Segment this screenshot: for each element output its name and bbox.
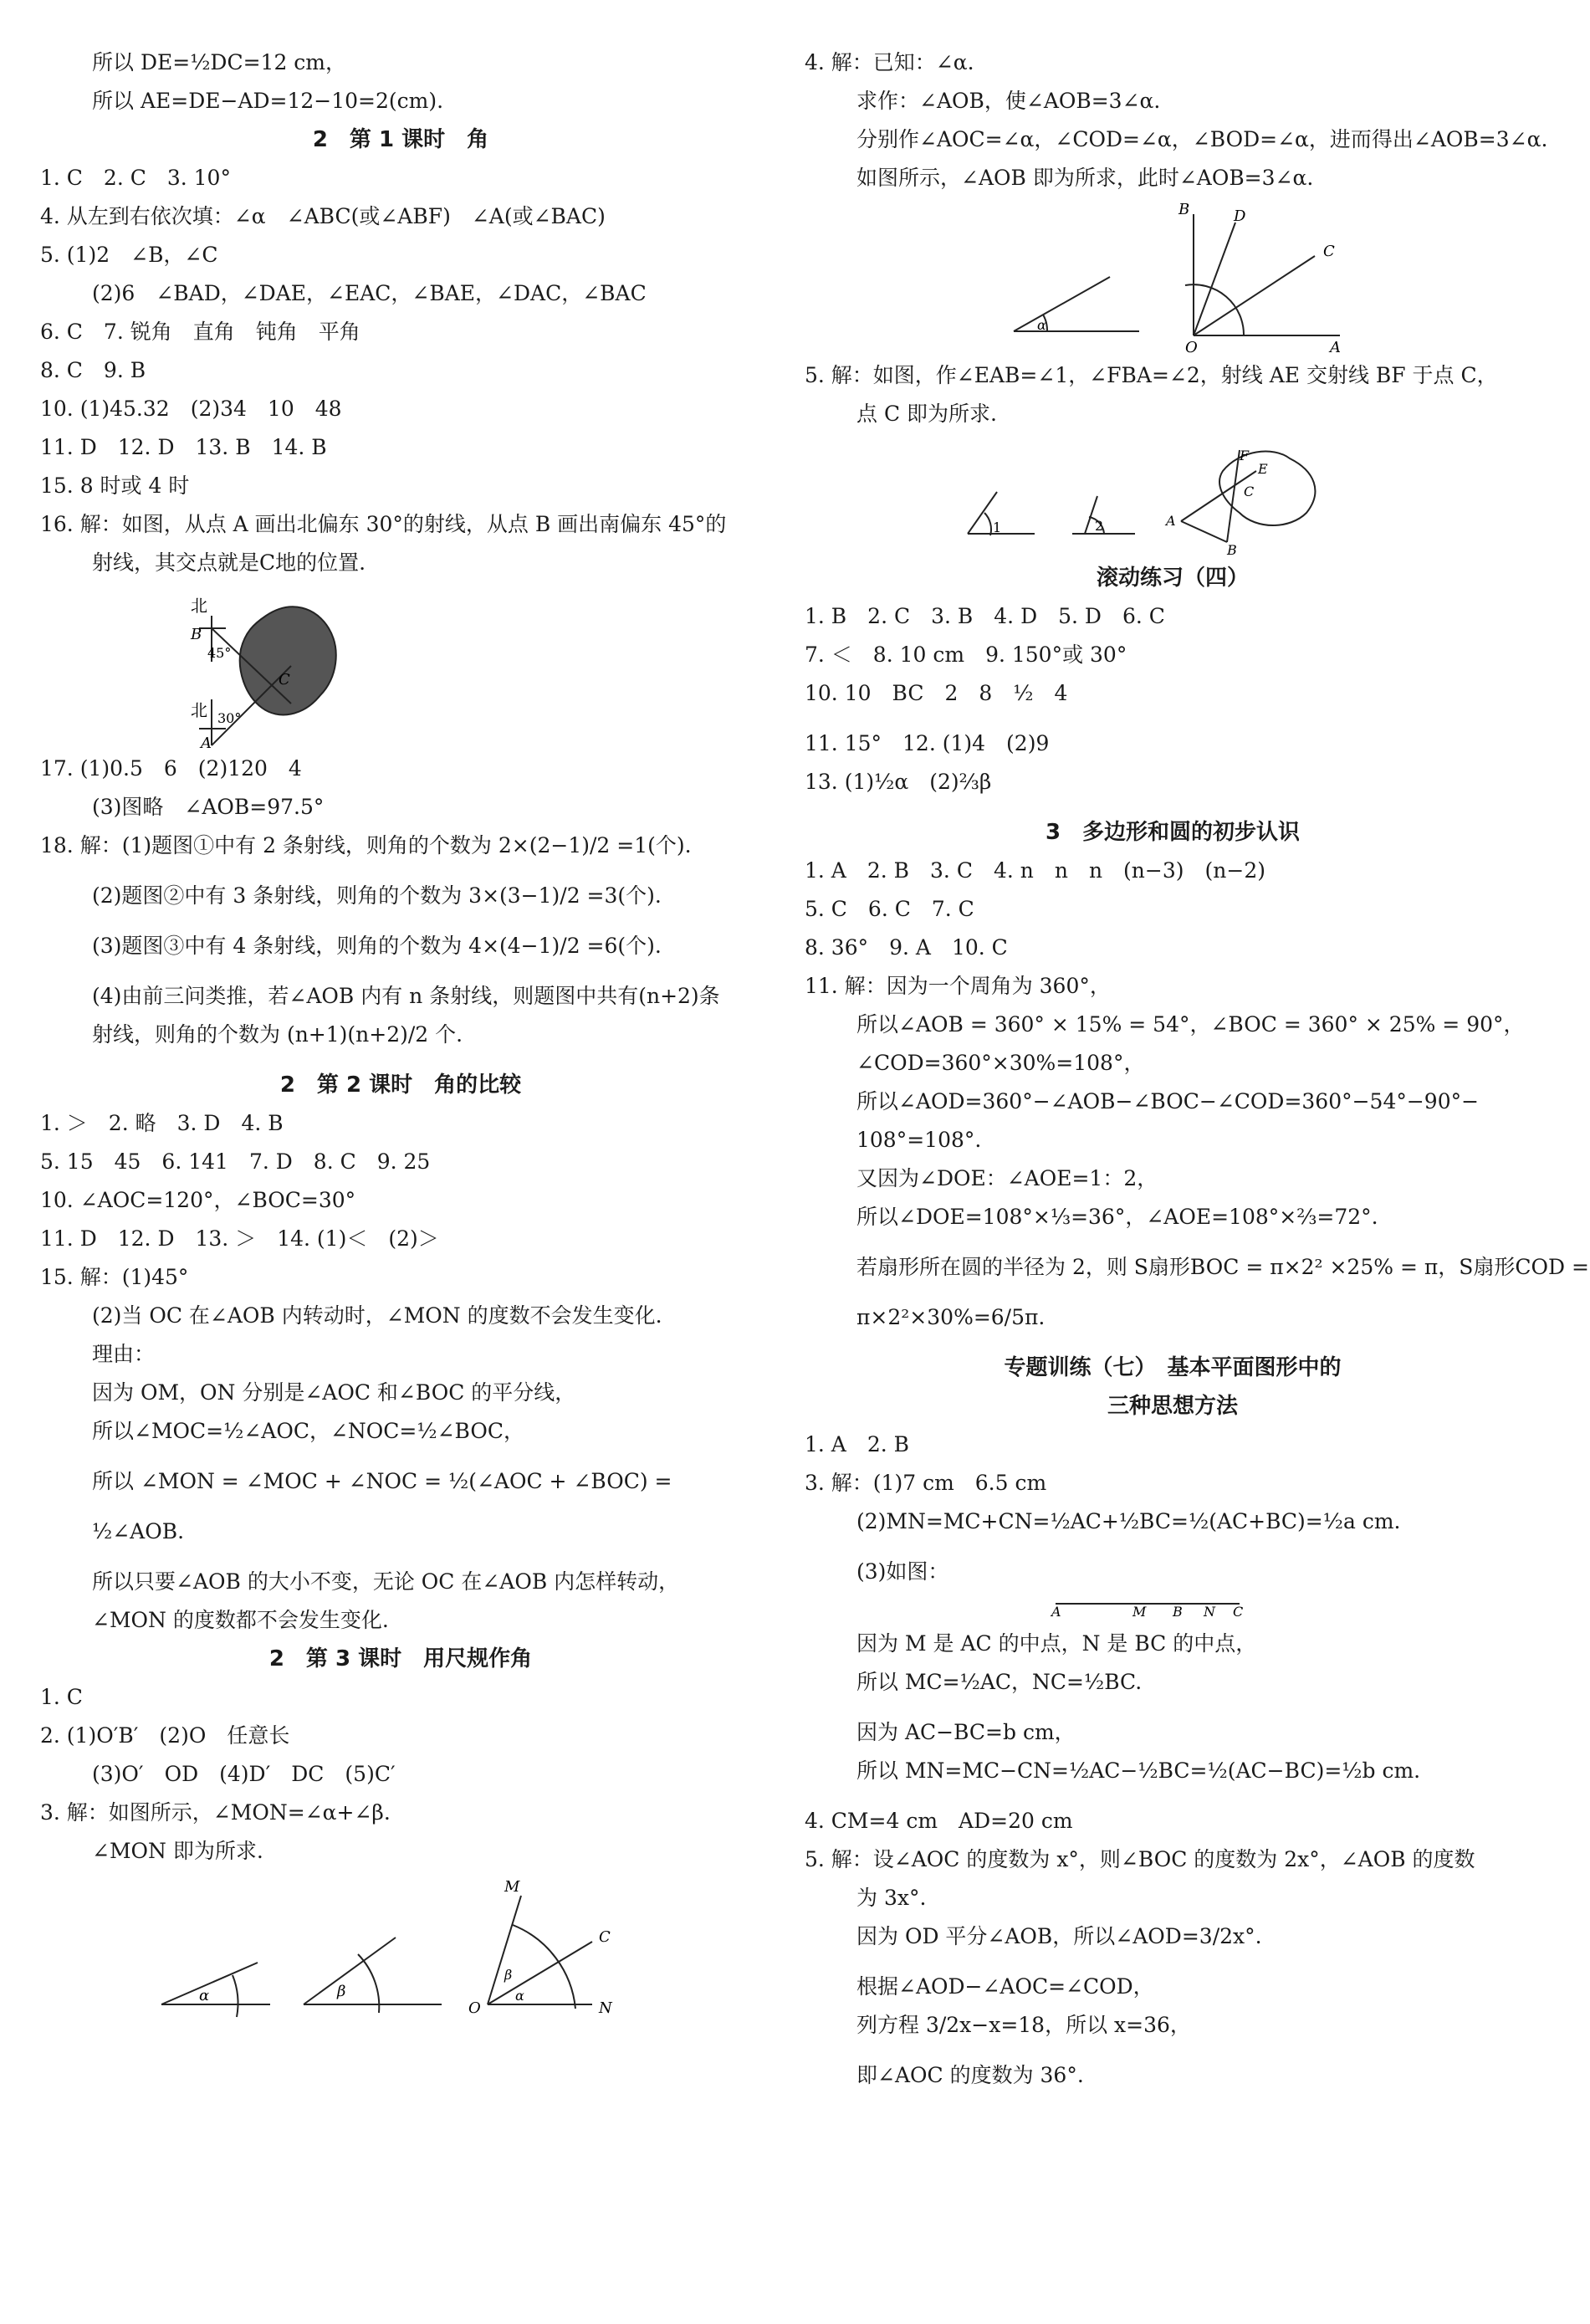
answer-line: 11. 15° 12. (1)4 (2)9: [805, 731, 1050, 755]
answer-line: 1. C: [40, 1685, 83, 1709]
figure-label: M: [1132, 1604, 1147, 1620]
figure-label: 2: [1095, 518, 1104, 534]
answer-line: 理由：: [92, 1342, 156, 1366]
figure-label: α: [1037, 317, 1046, 333]
answer-line: 所以只要∠AOB 的大小不变，无论 OC 在∠AOB 内怎样转动，: [92, 1569, 680, 1594]
answer-line: (2)题图②中有 3 条射线，则角的个数为 3×(3−1)/2 =3(个).: [92, 883, 662, 908]
section-heading: 3 多边形和圆的初步认识: [1045, 820, 1301, 845]
answer-line: π×2²×30%=6/5π.: [856, 1305, 1046, 1329]
figure-label: B: [1178, 201, 1190, 218]
answer-line: 所以 MN=MC−CN=½AC−½BC=½(AC−BC)=½b cm.: [856, 1758, 1421, 1783]
answer-line: 10. ∠AOC=120°，∠BOC=30°: [40, 1188, 356, 1212]
triple-angle-figure: [805, 197, 1541, 356]
figure-label: 北: [191, 596, 207, 616]
answer-line: 1. C 2. C 3. 10°: [40, 166, 231, 190]
answer-line: 7. ＜ 8. 10 cm 9. 150°或 30°: [805, 642, 1127, 667]
figure-label: 45°: [207, 645, 232, 661]
section-heading: 滚动练习（四）: [1096, 566, 1249, 591]
answer-line: 若扇形所在圆的半径为 2，则 S扇形BOC = π×2² ×25% = π，S扇形COD =: [856, 1255, 1589, 1279]
answer-line: 所以∠MOC=½∠AOC，∠NOC=½∠BOC，: [92, 1419, 525, 1443]
section-heading: 2 第 1 课时 角: [312, 127, 489, 152]
answer-line: 1. ＞ 2. 略 3. D 4. B: [40, 1111, 284, 1135]
answer-line: 108°=108°.: [856, 1128, 982, 1152]
answer-line: 5. 解：如图，作∠EAB=∠1，∠FBA=∠2，射线 AE 交射线 BF 于点 C，: [805, 363, 1498, 387]
figure-label: N: [599, 1999, 612, 2017]
answer-line: 4. 解：已知：∠α.: [805, 50, 974, 74]
section-heading: 2 第 2 课时 角的比较: [279, 1072, 522, 1098]
answer-line: 3. 解：如图所示，∠MON=∠α+∠β.: [40, 1800, 391, 1825]
figure-label: B: [1227, 542, 1237, 558]
answer-line: 18. 解：(1)题图①中有 2 条射线，则角的个数为 2×(2−1)/2 =1(个).: [40, 833, 692, 857]
answer-line: 列方程 3/2x−x=18，所以 x=36，: [856, 2013, 1191, 2037]
answer-line: 8. 36° 9. A 10. C: [805, 935, 1008, 960]
figure-label: F: [1240, 448, 1250, 463]
answer-line: 1. A 2. B 3. C 4. n n n (n−3) (n−2): [805, 858, 1265, 883]
figure-label: A: [1051, 1604, 1061, 1620]
answer-line: 所以 ∠MON = ∠MOC + ∠NOC = ½(∠AOC + ∠BOC) =: [92, 1469, 672, 1493]
answer-line: 5. (1)2 ∠B，∠C: [40, 243, 218, 267]
answer-line: 所以 MC=½AC，NC=½BC.: [856, 1670, 1143, 1694]
answer-line: 即∠AOC 的度数为 36°.: [856, 2063, 1084, 2087]
figure-label: A: [1166, 513, 1176, 529]
answer-line: 3. 解：(1)7 cm 6.5 cm: [805, 1471, 1047, 1495]
answer-line: ∠COD=360°×30%=108°，: [856, 1051, 1145, 1075]
answer-line: (3)题图③中有 4 条射线，则角的个数为 4×(4−1)/2 =6(个).: [92, 934, 662, 958]
figure-label: β: [504, 1967, 513, 1983]
answer-line: (2)MN=MC+CN=½AC+½BC=½(AC+BC)=½a cm.: [856, 1509, 1401, 1533]
answer-line: ½∠AOB.: [92, 1519, 185, 1543]
answer-line: 5. C 6. C 7. C: [805, 897, 974, 921]
answer-line: 10. 10 BC 2 8 ½ 4: [805, 681, 1068, 705]
figure-label: B: [1173, 1604, 1183, 1620]
figure-label: A: [201, 735, 212, 750]
figure-label: D: [1234, 207, 1246, 225]
figure-label: C: [599, 1928, 611, 1946]
section-heading: 三种思想方法: [1107, 1394, 1238, 1419]
figure-label: O: [1185, 339, 1198, 356]
answer-line: 求作：∠AOB，使∠AOB=3∠α.: [856, 89, 1161, 113]
answer-line: 因为 OM，ON 分别是∠AOC 和∠BOC 的平分线，: [92, 1380, 576, 1405]
answer-line: 2. (1)O′B′ (2)O 任意长: [40, 1723, 290, 1748]
answer-line: 分别作∠AOC=∠α，∠COD=∠α，∠BOD=∠α，进而得出∠AOB=3∠α.: [856, 127, 1548, 151]
answer-line: (4)由前三问类推，若∠AOB 内有 n 条射线，则题图中共有(n+2)条: [92, 984, 720, 1008]
figure-label: β: [337, 1983, 346, 2000]
answer-line: 又因为∠DOE：∠AOE=1：2，: [856, 1166, 1158, 1190]
answer-line: 17. (1)0.5 6 (2)120 4: [40, 756, 302, 781]
answer-line: 8. C 9. B: [40, 358, 146, 382]
figure-label: α: [199, 1987, 210, 2004]
answer-line: 所以∠AOB = 360° × 15% = 54°，∠BOC = 360° × 25% = 90°，: [856, 1012, 1525, 1037]
answer-line: 因为 OD 平分∠AOB，所以∠AOD=3/2x°.: [856, 1924, 1262, 1948]
figure-label: C: [1323, 243, 1335, 260]
answer-line: 点 C 即为所求.: [856, 402, 997, 426]
answer-line: 15. 解：(1)45°: [40, 1265, 189, 1289]
figure-label: E: [1258, 461, 1268, 477]
figure-label: α: [515, 1988, 524, 2004]
figure-label: C: [1244, 484, 1255, 499]
answer-line: (3)O′ OD (4)D′ DC (5)C′: [92, 1762, 396, 1786]
answer-line: 1. A 2. B: [805, 1432, 910, 1456]
answer-line: (2)当 OC 在∠AOB 内转动时，∠MON 的度数不会发生变化.: [92, 1303, 662, 1328]
answer-line: 所以∠DOE=108°×⅓=36°，∠AOE=108°×⅔=72°.: [856, 1205, 1378, 1229]
answer-line: ∠MON 的度数都不会发生变化.: [92, 1608, 389, 1632]
angles-figure: [40, 1871, 676, 2038]
section-heading: 专题训练（七） 基本平面图形中的: [1004, 1355, 1342, 1380]
answer-line: 所以 DE=½DC=12 cm，: [92, 50, 347, 74]
answer-line: 所以 AE=DE−AD=12−10=2(cm).: [92, 89, 444, 113]
figure-label: C: [1233, 1604, 1244, 1620]
answer-line: (2)6 ∠BAD，∠DAE，∠EAC，∠BAE，∠DAC，∠BAC: [92, 281, 647, 305]
answer-line: 13. (1)½α (2)⅔β: [805, 770, 992, 794]
answer-line: 11. D 12. D 13. B 14. B: [40, 435, 327, 459]
answer-line: 5. 解：设∠AOC 的度数为 x°，则∠BOC 的度数为 2x°，∠AOB 的度数: [805, 1847, 1475, 1871]
answer-line: 所以∠AOD=360°−∠AOB−∠BOC−∠COD=360°−54°−90°−: [856, 1089, 1480, 1113]
answer-line: ∠MON 即为所求.: [92, 1839, 263, 1863]
segment-figure: [805, 1591, 1541, 1625]
figure-label: M: [504, 1878, 520, 1896]
answer-line: 射线，其交点就是C地的位置.: [92, 550, 366, 575]
answer-line: 1. B 2. C 3. B 4. D 5. D 6. C: [805, 604, 1165, 628]
figure-label: A: [1330, 339, 1341, 356]
answer-line: (3)图略 ∠AOB=97.5°: [92, 795, 325, 819]
answer-line: 如图所示，∠AOB 即为所求，此时∠AOB=3∠α.: [856, 166, 1314, 190]
figure-label: B: [191, 626, 202, 643]
figure-label: 北: [191, 700, 207, 720]
answer-line: (3)如图：: [856, 1559, 949, 1584]
figure-label: C: [279, 671, 290, 688]
triangle-construction-figure: [805, 433, 1541, 559]
answer-line: 11. 解：因为一个周角为 360°，: [805, 974, 1111, 998]
section-heading: 2 第 3 课时 用尺规作角: [268, 1646, 533, 1671]
answer-line: 11. D 12. D 13. ＞ 14. (1)＜ (2)＞: [40, 1226, 439, 1251]
answer-line: 6. C 7. 锐角 直角 钝角 平角: [40, 320, 360, 344]
figure-label: O: [468, 1999, 481, 2017]
answer-line: 15. 8 时或 4 时: [40, 474, 190, 498]
answer-line: 4. 从左到右依次填：∠α ∠ABC(或∠ABF) ∠A(或∠BAC): [40, 204, 606, 228]
answer-line: 射线，则角的个数为 (n+1)(n+2)/2 个.: [92, 1022, 463, 1047]
answer-line: 16. 解：如图，从点 A 画出北偏东 30°的射线，从点 B 画出南偏东 45°的: [40, 512, 727, 536]
figure-label: 30°: [217, 710, 242, 726]
answer-line: 因为 M 是 AC 的中点，N 是 BC 的中点，: [856, 1631, 1257, 1656]
answer-line: 为 3x°.: [856, 1886, 927, 1910]
answer-line: 5. 15 45 6. 141 7. D 8. C 9. 25: [40, 1149, 431, 1174]
answer-line: 4. CM=4 cm AD=20 cm: [805, 1809, 1073, 1833]
right-column: [805, 44, 1589, 2095]
map-figure: [40, 582, 458, 750]
answer-line: 因为 AC−BC=b cm，: [856, 1720, 1076, 1744]
answer-line: 10. (1)45.32 (2)34 10 48: [40, 397, 342, 421]
left-column: [40, 44, 761, 2038]
figure-label: 1: [993, 520, 1002, 535]
answer-line: 根据∠AOD−∠AOC=∠COD，: [856, 1974, 1154, 1999]
figure-label: N: [1204, 1604, 1215, 1620]
